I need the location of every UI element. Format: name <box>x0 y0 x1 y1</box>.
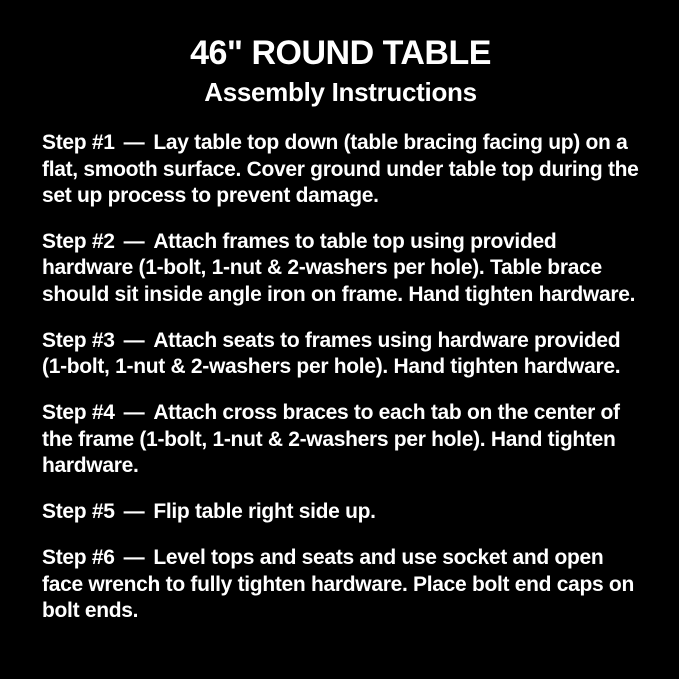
step-text: Attach frames to table top using provided hardware (1-bolt, 1-nut & 2-washers per hole). Table brace should sit inside angle iron on frame. Hand tighten hardware. <box>42 230 636 306</box>
step-separator: — <box>123 401 145 425</box>
steps-list <box>42 130 639 624</box>
header <box>42 34 639 108</box>
step-paragraph <box>42 499 639 525</box>
step-label: Step #1 <box>42 131 115 155</box>
step-text: Flip table right side up. <box>153 500 376 524</box>
step-text: Lay table top down (table bracing facing up) on a flat, smooth surface. Cover ground under table top during the set up process to prevent damage. <box>42 131 639 207</box>
step-paragraph <box>42 545 639 624</box>
page-subtitle: Assembly Instructions <box>204 77 477 108</box>
step-paragraph <box>42 328 639 381</box>
page-title: 46" ROUND TABLE <box>190 34 491 72</box>
step-text: Level tops and seats and use socket and open face wrench to fully tighten hardware. Place bolt end caps on bolt ends. <box>42 546 634 622</box>
step-separator: — <box>123 328 145 352</box>
step-label: Step #2 <box>42 230 115 254</box>
step-separator: — <box>123 131 145 155</box>
step-separator: — <box>123 230 145 254</box>
step-paragraph <box>42 400 639 479</box>
step-label: Step #6 <box>42 546 115 570</box>
step-separator: — <box>123 546 145 570</box>
step-paragraph <box>42 229 639 308</box>
step-label: Step #3 <box>42 328 115 352</box>
step-label: Step #5 <box>42 500 115 524</box>
step-text: Attach cross braces to each tab on the center of the frame (1-bolt, 1-nut & 2-washers per hole). Hand tighten hardware. <box>42 401 620 477</box>
step-separator: — <box>123 500 145 524</box>
step-label: Step #4 <box>42 401 115 425</box>
step-paragraph <box>42 130 639 209</box>
step-text: Attach seats to frames using hardware provided (1-bolt, 1-nut & 2-washers per hole). Hand tighten hardware. <box>42 328 621 379</box>
